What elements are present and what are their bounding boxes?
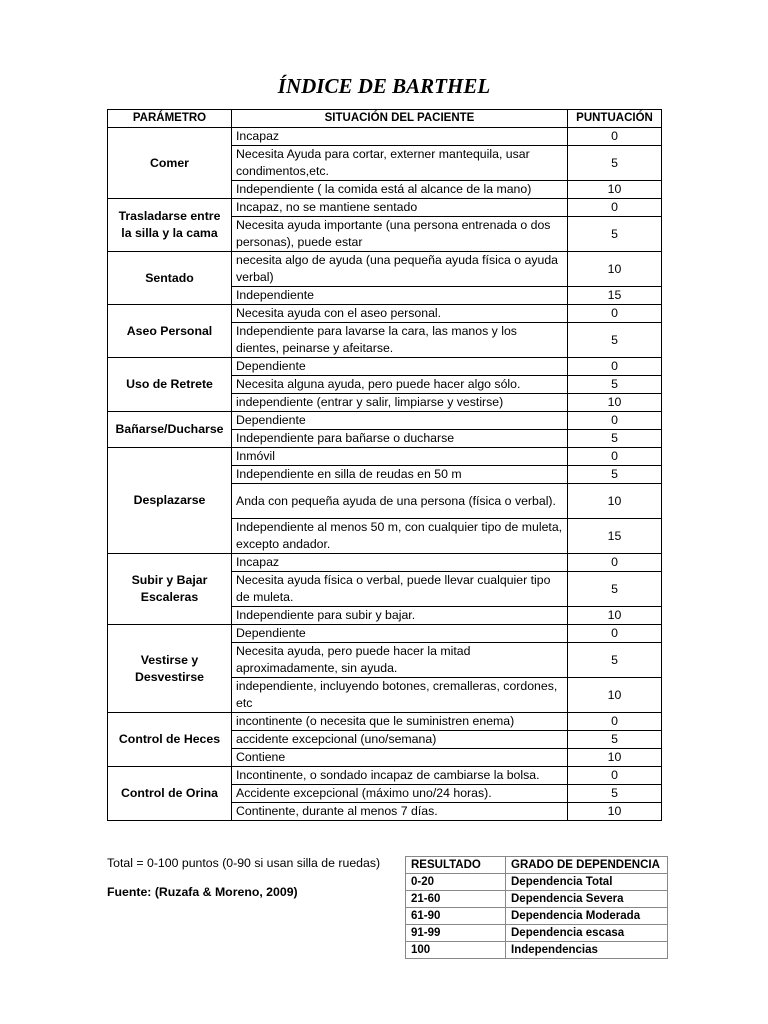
table-row <box>108 412 662 430</box>
situation-cell: Independiente ( la comida está al alcance de la mano) <box>232 181 568 199</box>
parameter-cell: Sentado <box>108 252 232 305</box>
score-cell: 5 <box>568 217 662 252</box>
parameter-cell: Subir y Bajar Escaleras <box>108 554 232 625</box>
score-cell: 5 <box>568 430 662 448</box>
results-table <box>405 856 668 959</box>
header-parametro: PARÁMETRO <box>108 110 232 128</box>
results-row <box>406 942 668 959</box>
score-cell: 5 <box>568 323 662 358</box>
situation-cell: Inmóvil <box>232 448 568 466</box>
situation-cell: Necesita Ayuda para cortar, externer mantequila, usar condimentos,etc. <box>232 146 568 181</box>
score-cell: 0 <box>568 448 662 466</box>
result-range: 0-20 <box>406 874 506 891</box>
situation-cell: Independiente al menos 50 m, con cualquier tipo de muleta, excepto andador. <box>232 519 568 554</box>
score-cell: 0 <box>568 305 662 323</box>
score-cell: 0 <box>568 625 662 643</box>
result-grade: Independencias <box>506 942 668 959</box>
result-range: 100 <box>406 942 506 959</box>
score-cell: 10 <box>568 484 662 519</box>
results-row <box>406 891 668 908</box>
score-cell: 5 <box>568 572 662 607</box>
score-cell: 10 <box>568 749 662 767</box>
score-cell: 15 <box>568 287 662 305</box>
results-header-row <box>406 857 668 874</box>
situation-cell: Independiente <box>232 287 568 305</box>
situation-cell: Dependiente <box>232 412 568 430</box>
table-header-row <box>108 110 662 128</box>
score-cell: 5 <box>568 731 662 749</box>
table-row <box>108 713 662 731</box>
score-cell: 0 <box>568 767 662 785</box>
score-cell: 10 <box>568 181 662 199</box>
table-row <box>108 128 662 146</box>
results-row <box>406 908 668 925</box>
parameter-cell: Trasladarse entre la silla y la cama <box>108 199 232 252</box>
table-row <box>108 199 662 217</box>
situation-cell: Dependiente <box>232 358 568 376</box>
score-cell: 0 <box>568 199 662 217</box>
header-grado: GRADO DE DEPENDENCIA <box>506 857 668 874</box>
table-row <box>108 252 662 287</box>
score-cell: 10 <box>568 803 662 821</box>
situation-cell: Anda con pequeña ayuda de una persona (física o verbal). <box>232 484 568 519</box>
score-cell: 10 <box>568 678 662 713</box>
results-row <box>406 874 668 891</box>
results-row <box>406 925 668 942</box>
score-cell: 0 <box>568 358 662 376</box>
situation-cell: Incapaz, no se mantiene sentado <box>232 199 568 217</box>
situation-cell: Accidente excepcional (máximo uno/24 horas). <box>232 785 568 803</box>
score-cell: 0 <box>568 713 662 731</box>
score-cell: 0 <box>568 128 662 146</box>
result-grade: Dependencia Total <box>506 874 668 891</box>
situation-cell: incontinente (o necesita que le suministren enema) <box>232 713 568 731</box>
score-cell: 15 <box>568 519 662 554</box>
situation-cell: Necesita ayuda importante (una persona entrenada o dos personas), puede estar <box>232 217 568 252</box>
total-note: Total = 0-100 puntos (0-90 si usan silla de ruedas) <box>107 856 381 870</box>
parameter-cell: Control de Orina <box>108 767 232 821</box>
score-cell: 10 <box>568 252 662 287</box>
parameter-cell: Control de Heces <box>108 713 232 767</box>
score-cell: 5 <box>568 785 662 803</box>
situation-cell: necesita algo de ayuda (una pequeña ayuda física o ayuda verbal) <box>232 252 568 287</box>
situation-cell: independiente (entrar y salir, limpiarse y vestirse) <box>232 394 568 412</box>
result-range: 21-60 <box>406 891 506 908</box>
parameter-cell: Bañarse/Ducharse <box>108 412 232 448</box>
result-grade: Dependencia escasa <box>506 925 668 942</box>
score-cell: 10 <box>568 607 662 625</box>
situation-cell: Continente, durante al menos 7 días. <box>232 803 568 821</box>
result-grade: Dependencia Severa <box>506 891 668 908</box>
situation-cell: accidente excepcional (uno/semana) <box>232 731 568 749</box>
situation-cell: Necesita ayuda con el aseo personal. <box>232 305 568 323</box>
table-row <box>108 305 662 323</box>
parameter-cell: Desplazarse <box>108 448 232 554</box>
situation-cell: Dependiente <box>232 625 568 643</box>
table-row <box>108 625 662 643</box>
score-cell: 0 <box>568 412 662 430</box>
situation-cell: Independiente para subir y bajar. <box>232 607 568 625</box>
source-note: Fuente: (Ruzafa & Moreno, 2009) <box>107 885 298 899</box>
situation-cell: Necesita ayuda, pero puede hacer la mitad aproximadamente, sin ayuda. <box>232 643 568 678</box>
header-situacion: SITUACIÓN DEL PACIENTE <box>232 110 568 128</box>
score-cell: 10 <box>568 394 662 412</box>
table-row <box>108 554 662 572</box>
situation-cell: Necesita alguna ayuda, pero puede hacer algo sólo. <box>232 376 568 394</box>
situation-cell: Independiente en silla de reudas en 50 m <box>232 466 568 484</box>
barthel-table <box>107 109 662 821</box>
situation-cell: Incapaz <box>232 554 568 572</box>
parameter-cell: Comer <box>108 128 232 199</box>
situation-cell: Necesita ayuda física o verbal, puede llevar cualquier tipo de muleta. <box>232 572 568 607</box>
score-cell: 5 <box>568 146 662 181</box>
situation-cell: Incontinente, o sondado incapaz de cambiarse la bolsa. <box>232 767 568 785</box>
table-row <box>108 767 662 785</box>
result-range: 91-99 <box>406 925 506 942</box>
parameter-cell: Aseo Personal <box>108 305 232 358</box>
table-row <box>108 358 662 376</box>
situation-cell: Contiene <box>232 749 568 767</box>
situation-cell: Incapaz <box>232 128 568 146</box>
situation-cell: Independiente para lavarse la cara, las manos y los dientes, peinarse y afeitarse. <box>232 323 568 358</box>
score-cell: 5 <box>568 643 662 678</box>
parameter-cell: Vestirse y Desvestirse <box>108 625 232 713</box>
situation-cell: independiente, incluyendo botones, cremalleras, cordones, etc <box>232 678 568 713</box>
score-cell: 0 <box>568 554 662 572</box>
header-resultado: RESULTADO <box>406 857 506 874</box>
table-row <box>108 448 662 466</box>
parameter-cell: Uso de Retrete <box>108 358 232 412</box>
page-title: ÍNDICE DE BARTHEL <box>277 74 491 98</box>
score-cell: 5 <box>568 466 662 484</box>
situation-cell: Independiente para bañarse o ducharse <box>232 430 568 448</box>
result-range: 61-90 <box>406 908 506 925</box>
header-puntuacion: PUNTUACIÓN <box>568 110 662 128</box>
score-cell: 5 <box>568 376 662 394</box>
result-grade: Dependencia Moderada <box>506 908 668 925</box>
